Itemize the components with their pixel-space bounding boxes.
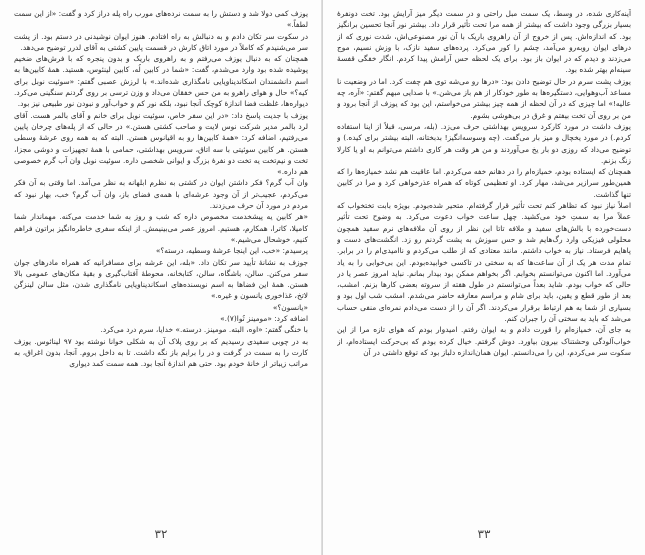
paragraph: در سکوت سر تکان دادم و به دنبالش به راه افتادم. هنوز ایوان نوشیدنی در دستم بود. از پشت سر می‌شنیدم که کاملاً در مورد اتاق کارش در قسمت پایین کشتی به آقای لدرر توضیح می‌دهد. [14,31,308,52]
paragraph: اضافه کرد: «مومینز تُوا(۷).» [220,314,308,324]
paragraph: به جای آن، خمیازه‌ام را قورت دادم و به ایوان رفتم. امیدوار بودم که هوای تازه مرا از این خواب‌آلودگی وحشتناک بیرون بیاورد. دوش گرفتم. خیال کرده بودم که بی‌حرکت ایستاده‌ام، از سکوت سر می‌کردم، این را می‌دانستم. ایوان همان‌اندازه دلباز بود که توقع داشتی در آن [337,325,631,357]
paragraph: همچنان که ایستاده بودم، خمیازه‌ام را در دهانم خفه می‌کردم. اما عاقبت هم نشد خمیازه‌ها را که همین‌طور سرازیر می‌شد، مهار کرد. او تعظیمی کوتاه که همراه عذرخواهی کرد و مرا در کابین تنها گذاشت. [337,167,631,199]
page-number-left: ۳۲ [154,527,168,541]
paragraph: «یانسون؟» [272,302,308,312]
paragraph: یوزف با جدیت پاسخ داد: «در این سفر خاص، سوئیت نوبل برای خانم و آقای بالمر هست. آقای لرد بالمر مدیر شرکت نوس لایت و صاحب کشتی هستن.» در حالی که از پله‌های چرخان پایین می‌رفتیم، اضافه کرد: «همهٔ کابین‌ها رو به اقیانوس هستن. البته که به همه روی عرشهٔ وسطی هستن. هر کابین سوئیتی با سه اتاق، سرویس بهداشتی، حمامی با همهٔ تجهیزات و دوشی مجزا، تخت و نیم‌تخت یه تخت دو نفرهٔ بزرگ و ایوانی شخصی داره. سوئیت نوبل وان آب گرم خصوصی هم داره.» [14,110,308,177]
right-page-text [337,8,631,508]
paragraph: وان آب گرم؟ فکر داشتن ایوان در کشتی به نظرم ابلهانه به نظر می‌آمد. اما وقتی به آن فکر می‌کردم، عجیب‌تر از آن وجود عرشه‌ای با همه‌ی فضای باز، وان آب گرم؟ خب، بهار نبود که مردم در مورد آن حرف می‌زدند. [14,178,308,211]
paragraph: اصلاً نیاز نبود که تظاهر کنم تحت تأثیر قرار گرفته‌ام. متحیر شده‌بودم. بویژه بابت تختخواب که عملاً مرا به سمتِ خود می‌کشید. چهل ساعت خواب دعوت می‌کرد. به وضوح تحت تأثیر دست‌خورده با بالش‌های سفید و ملافه تا‌تا‌ این نظر از روی آن ملافه‌‌های نرم سفید همچون محلولی فیزیکی وارد رگ‌هایم شد و حس سوزش به پشت گردنم رو زد. انگشت‌های دست و پاهایم فرستاد. نیاز به خواب داشتم. مانند معتادی که از طلب می‌کردم و ناامیدی‌ام را در برابر. تمام مدت هر یک از آن ساعت‌ها که به سختی در تاکسی خوابیده‌بودم. این بی‌خوابی را به یاد می‌آورد. اما اکنون می‌توانستم بخوابم. اگر بخواهم ممکن بود بیدار بمانم. نباید امروز عصر یا در حالی که خواب بودم. شاید بعداً می‌توانستم در طول هفته از سرو‌ته بعضی کارها بزنم. امشب، بعد از طور قطع و یقین، باید برای شام و مراسم معارفه حاضر می‌شدم. امشب شب اول بود و بسیاری از شما به هم ارتباط برقرار می‌کردند. اگر آن را از دست می‌دادم نمره‌ای منفی حساب می‌شد که باید به سختی آن را جبران کنم. [337,201,631,324]
paragraph: پرسیدم: «خب، این اینجا عرشهٔ وسطیه، درسته؟» [155,246,308,256]
paragraph: همچنان که به دنبال یوزف می‌رفتم و به راهروی باریک و بدون پنجره که با فرش‌های ضخیم پوشیده شده بود وارد می‌شدم، گفت: «شما در کابین لُه، کابین لینئوس، هستید. همهٔ کابین‌ها به اسم دانشمندان اسکاندیناویایی نامگذاری شده‌اند.» با لرزش عصبی گفتم: «سوئیت نوبل برای کیه؟» حال و هوای راهرو به من حس خفقان می‌داد و وزن ترسی بر روی گردنم سنگینی می‌کرد. دیواره‌ها، غلظت فضا اندازهٔ کوچک آنجا نبود، بلکه نور کم و خواب‌آور و نبودن نور طبیعی نیز بود. [14,54,308,109]
right-page [323,0,645,555]
left-page [0,0,322,555]
paragraph: یوزف داشت در مورد کارکرد سرویس بهداشتی حرف می‌زد. (بله، مرسی، قبلاً از اینا استفاده کردم.) در مورد یخچال و میز بار می‌گفت. (چه وسوسه‌انگیز! بدبختانه، البته بیشتر برای کیده.) و توضیح می‌داد که روزی دو بار یخ می‌آوردند و من هر وقت هر کاری داشتم می‌توانم به او یا کارلا زنگ بزنم. [337,121,631,165]
paragraph: «هر کابین یه پیشخدمت مخصوص داره که شب و روز به شما خدمت می‌کنه. مهماندار شما کامیلا، کاترا، همکارم، هستیم. امروز عصر می‌بینیمش. از اینکه سفری خاطره‌انگیز براتون فراهم کنیم، خوشحال می‌شیم.» [14,212,308,244]
paragraph: با خنگی گفتم: «اوه، البته. مومینز. درسته.» خدایا، سرم درد می‌کرد. [100,325,308,335]
page-number-right: ۳۳ [477,527,491,541]
paragraph: یوزف پشت سرم در حال توضیح دادن بود: «درها رو می‌شه توی هم چفت کرد. اما در وضعیت نا مساعد آب‌وهوایی، دستگیره‌ها به طور خودکار از هم باز می‌شن.» با صدایی مبهم گفتم: «آره، چه عالیه!» اما چیزی که در آن لحظه از همه چیز بیشتر می‌خواستم، این بود که یوزف از آنجا برود و من بر روی آن تخت بیفتم و غرق در بی‌هوشی بشوم. [337,76,631,120]
paragraph: جوزف به نشانهٔ تأیید سر تکان داد. «بله، این عرشه برای مسافرانیه که همراه مادرهای جوان سفر می‌کنن. سالن، باشگاه، سالن، کتابخانه، محوطهٔ آفتاب‌گیری و بقیهٔ مکان‌های عمومی بالا هستن. همهٔ این فضاها به اسم نویسنده‌های اسکاندیناویایی نامگذاری شدن، مثل سالن لینزگن لاتخ، غذاخوری یانسون و غیره.» [14,257,308,301]
left-page-text [14,8,308,508]
paragraph: به در چوبی سفیدی رسیدیم که بر روی پلاک آن به شکلی خوانا نوشته بود ۹۷ لینائوس. یوزف کارت را به سمت در گرفت و در را برایم باز نگه داشت. تا به داخل بروم. آنجا، بدون اغراق، به مراتب زیباتر از خانهٔ خودم بود. حتی هم اندازهٔ آنجا بود. همه سمت کمد دیواری [14,336,308,369]
paragraph: آینه‌کاری شده، در وسط، یک سمت مبل راحتی و در سمت دیگر میز آرایش بود. تخت دونفرهٔ بسیار بزرگی وجود داشت که بیشتر از همه مرا تحت تأثیر قرار داد. بیشتر نور آنجا تحسین برانگیز بود. که اندازه‌اش. پس از خروج از آن راهروی باریک با آن نور مصنوعی‌اش، شدت نوری که از درهای ایوان روبه‌رو می‌آمد، چشم را کور می‌کرد. پرده‌های سفید نازک، با وزش نسیم، موج می‌زدند و دیدم که در ایوان باز بود. برای یک لحظه حس آرامش پیدا کردم. انگار خفگی قفسهٔ سینه‌ام بهتر شده بود. [337,9,631,75]
paragraph: یوزف کمی دولا شد و دستش را به سمت نرده‌های مورب راه پله دراز کرد و گفت: «از این سمت لطفاً.» [14,9,308,30]
